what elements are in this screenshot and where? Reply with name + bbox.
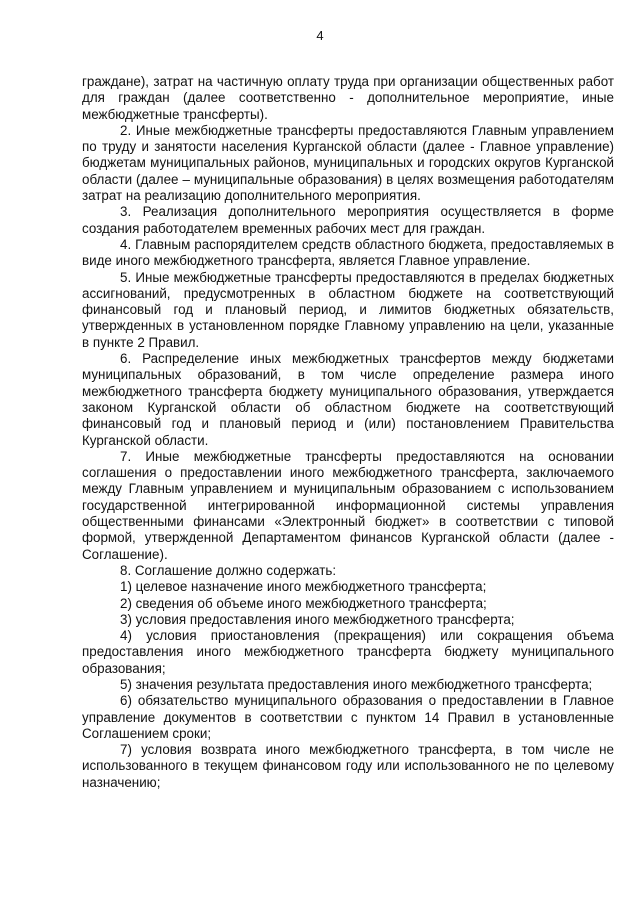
paragraph-5: 5. Иные межбюджетные трансферты предоставляются в пределах бюджетных ассигнований, предусмотренных в областном бюджете на соответствующий финансовый год и плановый период, и лимитов бюджетных обязательств, утвержденных в установленном порядке Главному управлению на цели, указанные в пункте 2 Правил. (82, 269, 614, 350)
paragraph-7: 7. Иные межбюджетные трансферты предоставляются на основании соглашения о предоставлении иного межбюджетного трансферта, заключаемого между Главным управлением и муниципальным образованием с использованием государственной интегрированной информационной системы управления общественными финансами «Электронный бюджет» в соответствии с типовой формой, утвержденной Департаментом финансов Курганской области (далее - Соглашение). (82, 448, 614, 562)
list-item-7: 7) условия возврата иного межбюджетного трансферта, в том числе не использованного в текущем финансовом году или использованного не по целевому назначению; (82, 742, 614, 790)
page-number: 4 (316, 28, 324, 43)
paragraph-continuation: граждане), затрат на частичную оплату труда при организации общественных работ для граждан (далее соответственно - дополнительное мероприятие, иные межбюджетные трансферты). (82, 74, 614, 122)
list-item-6: 6) обязательство муниципального образования о предоставлении в Главное управление документов в соответствии с пунктом 14 Правил в установленные Соглашением сроки; (82, 693, 614, 741)
list-item-5: 5) значения результата предоставления иного межбюджетного трансферта; (120, 676, 593, 692)
list-item-1: 1) целевое назначение иного межбюджетного трансферта; (120, 579, 487, 595)
paragraph-2: 2. Иные межбюджетные трансферты предоставляются Главным управлением по труду и занятости населения Курганской области (далее - Главное управление) бюджетам муниципальных районов, муниципальных и городских округов Курганской области (далее – муниципальные образования) в целях возмещения работодателям затрат на реализацию дополнительного мероприятия. (82, 122, 614, 204)
paragraph-4: 4. Главным распорядителем средств областного бюджета, предоставляемых в виде иного межбюджетного трансферта, является Главное управление. (82, 236, 614, 269)
list-item-4: 4) условия приостановления (прекращения) или сокращения объема предоставления иного межбюджетного трансферта бюджету муниципального образования; (82, 628, 614, 676)
list-item-3: 3) условия предоставления иного межбюджетного трансферта; (120, 611, 515, 627)
paragraph-6: 6. Распределение иных межбюджетных трансфертов между бюджетами муниципальных образований, в том числе определение размера иного межбюджетного трансферта бюджету муниципального образования, утверждается законом Курганской области об областном бюджете на соответствующий финансовый год и плановый период и (или) постановлением Правительства Курганской области. (82, 351, 614, 448)
document-body (82, 74, 614, 791)
paragraph-3: 3. Реализация дополнительного мероприятия осуществляется в форме создания работодателем временных рабочих мест для граждан. (82, 204, 614, 236)
paragraph-8: 8. Соглашение должно содержать: (120, 562, 337, 578)
list-item-2: 2) сведения об объеме иного межбюджетного трансферта; (120, 595, 487, 611)
